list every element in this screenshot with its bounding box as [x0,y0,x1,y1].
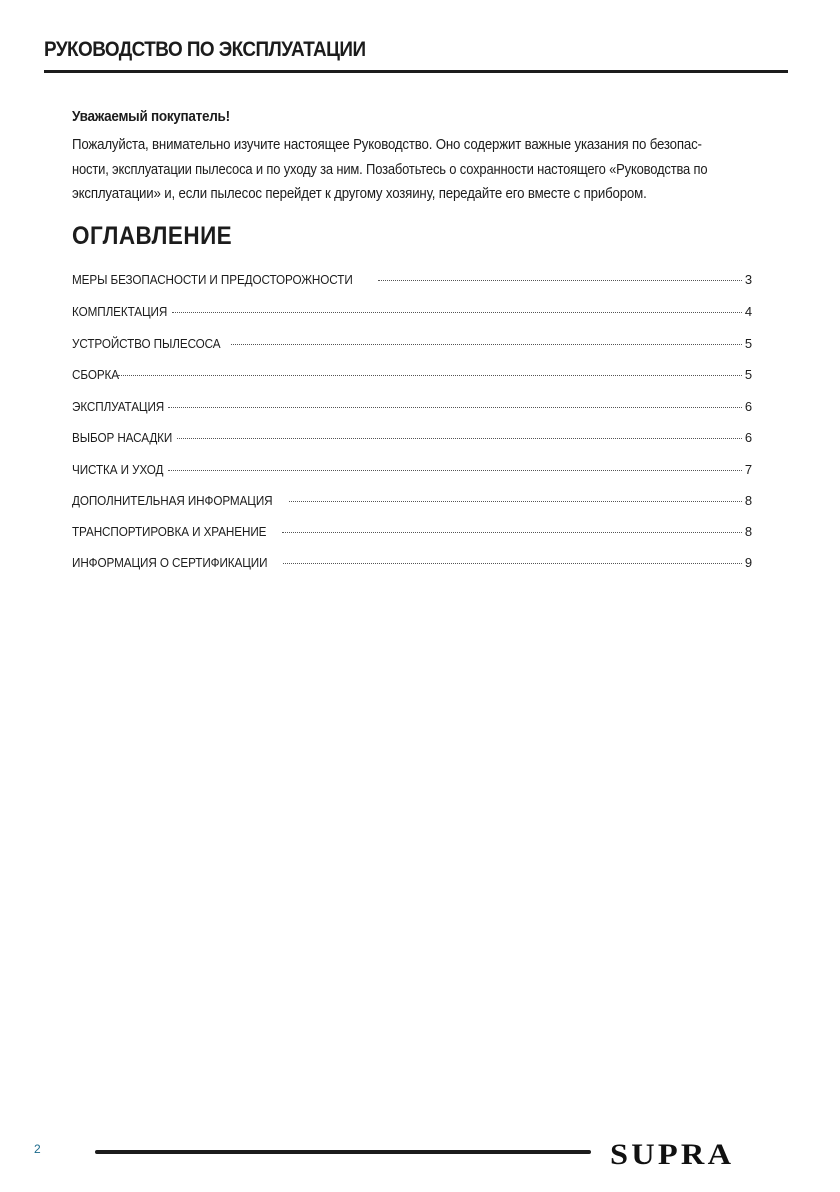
toc-entry[interactable] [72,399,752,417]
toc-dot-leader [282,532,742,533]
toc-entry[interactable] [72,272,752,290]
toc-entry-title: ТРАНСПОРТИРОВКА И ХРАНЕНИЕ [72,524,267,539]
toc-entry[interactable] [72,493,752,511]
toc-dot-leader [283,563,742,564]
toc-dot-leader [168,470,742,471]
footer-divider [95,1150,591,1154]
toc-entry-title: УСТРОЙСТВО ПЫЛЕСОСА [72,336,221,351]
toc-entry-title: СБОРКА [72,367,119,382]
intro-paragraph-line: Пожалуйста, внимательно изучите настоящее Руководство. Оно содержит важные указания по безопас- [72,136,702,153]
toc-entry-page: 6 [744,399,752,414]
toc-entry-page: 5 [744,336,752,351]
toc-entry[interactable] [72,524,752,542]
toc-entry-title: МЕРЫ БЕЗОПАСНОСТИ И ПРЕДОСТОРОЖНОСТИ [72,272,353,287]
brand-logo: SUPRA [610,1138,735,1171]
page-header-title: РУКОВОДСТВО ПО ЭКСПЛУАТАЦИИ [44,38,366,61]
toc-entry-title: ИНФОРМАЦИЯ О СЕРТИФИКАЦИИ [72,555,268,570]
toc-entry-page: 8 [744,493,752,508]
toc-dot-leader [172,312,742,313]
intro-greeting: Уважаемый покупатель! [72,108,230,125]
toc-entry-title: ЧИСТКА И УХОД [72,462,164,477]
header-divider [44,70,788,73]
toc-dot-leader [168,407,741,408]
toc-entry-page: 9 [744,555,752,570]
toc-entry[interactable] [72,304,752,322]
intro-paragraph-line: ности, эксплуатации пылесоса и по уходу за ним. Позаботьтесь о сохранности настоящего «Руководства по [72,161,708,178]
toc-entry[interactable] [72,367,752,385]
page-number: 2 [34,1142,41,1156]
toc-dot-leader [289,501,742,502]
toc-entry-title: КОМПЛЕКТАЦИЯ [72,304,168,319]
toc-dot-leader [231,344,742,345]
toc-dot-leader [177,438,742,439]
toc-entry-page: 6 [744,430,752,445]
toc-entry[interactable] [72,336,752,354]
toc-dot-leader [118,375,742,376]
toc-entry-page: 3 [744,272,752,287]
toc-entry-page: 4 [744,304,752,319]
toc-entry[interactable] [72,555,752,573]
toc-entry[interactable] [72,462,752,480]
toc-entry-page: 8 [744,524,752,539]
toc-entry[interactable] [72,430,752,448]
intro-paragraph-line: эксплуатации» и, если пылесос перейдет к другому хозяину, передайте его вместе с прибором. [72,185,647,202]
toc-heading: ОГЛАВЛЕНИЕ [72,222,233,250]
toc-entry-title: ЭКСПЛУАТАЦИЯ [72,399,165,414]
toc-entry-page: 7 [744,462,752,477]
toc-dot-leader [378,280,742,281]
toc-entry-title: ВЫБОР НАСАДКИ [72,430,173,445]
toc-entry-page: 5 [744,367,752,382]
toc-entry-title: ДОПОЛНИТЕЛЬНАЯ ИНФОРМАЦИЯ [72,493,273,508]
